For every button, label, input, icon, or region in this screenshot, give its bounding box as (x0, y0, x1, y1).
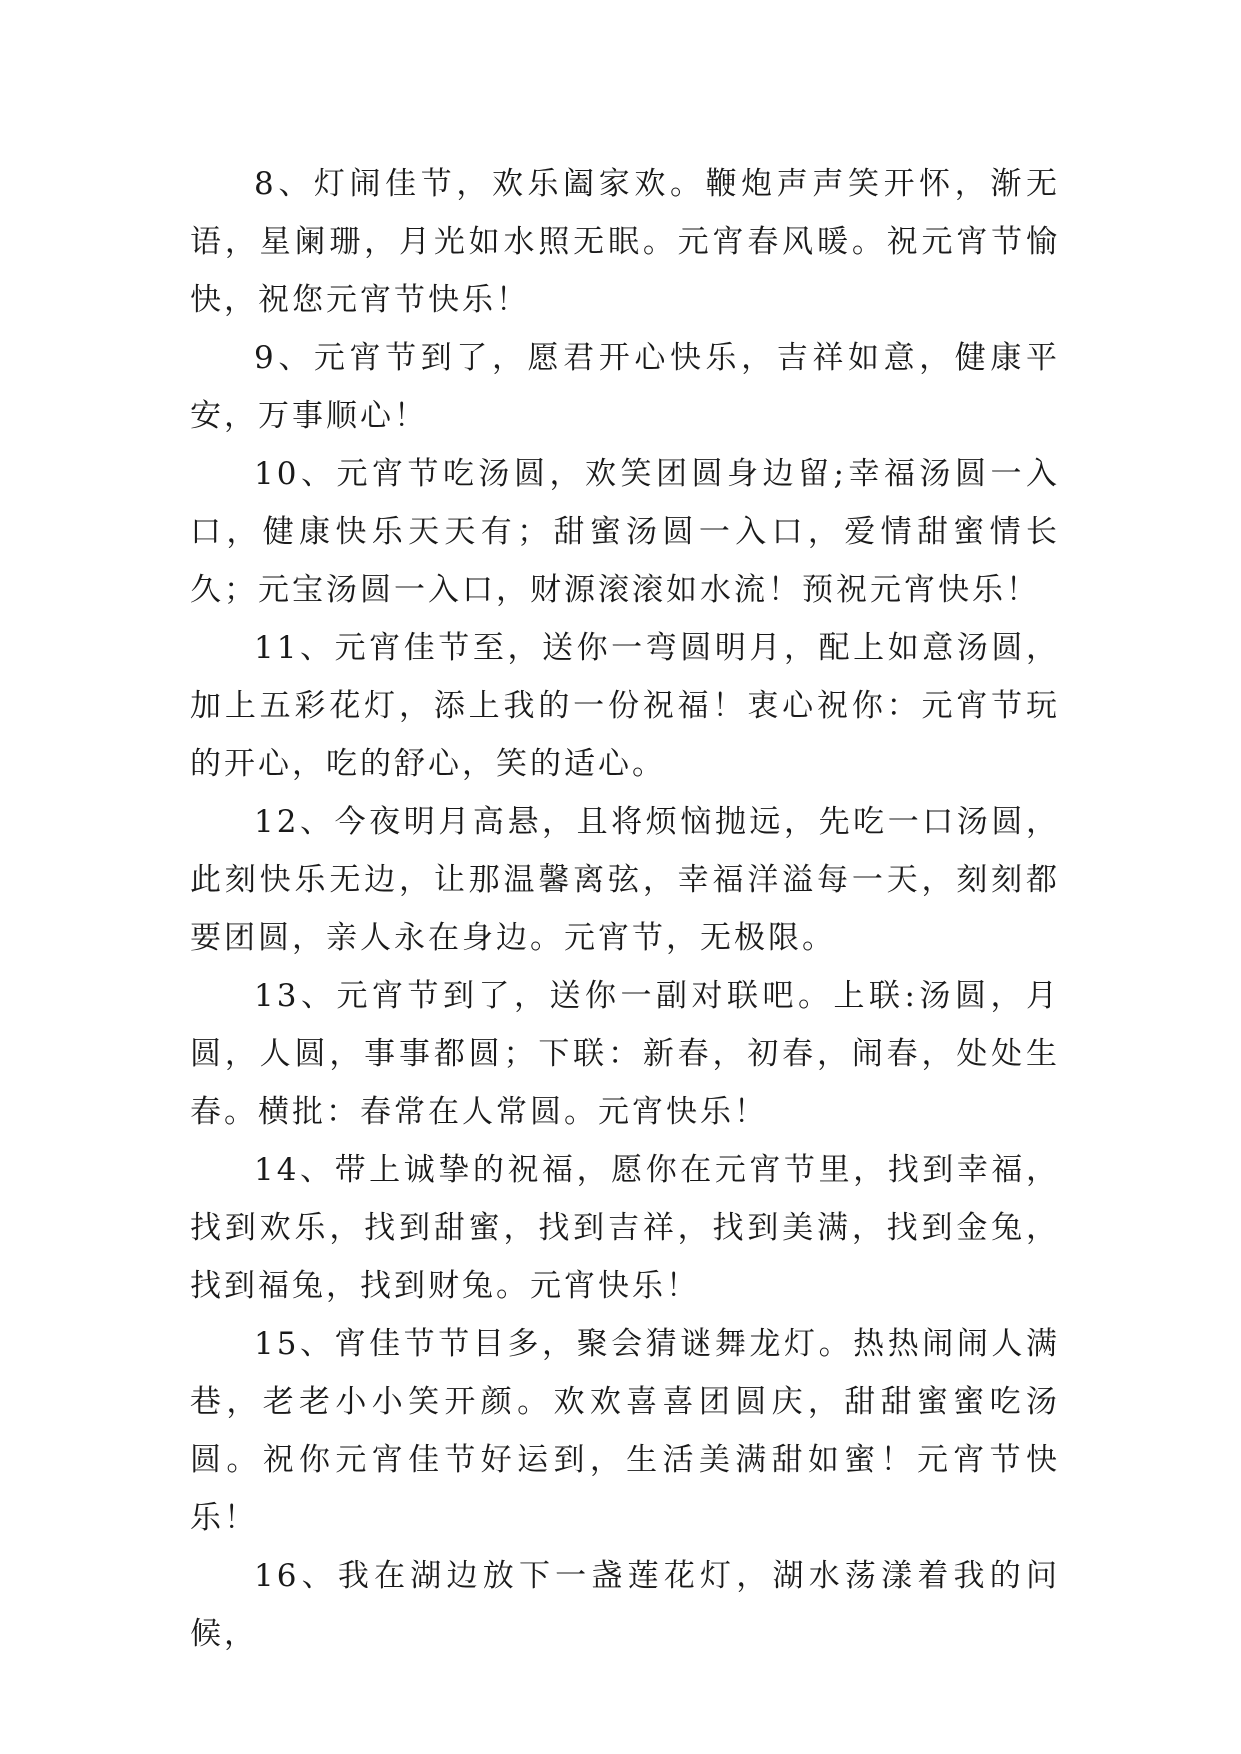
paragraph-12: 12、今夜明月高悬，且将烦恼抛远，先吃一口汤圆，此刻快乐无边，让那温馨离弦，幸福洋溢每一天，刻刻都要团圆，亲人永在身边。元宵节，无极限。 (190, 804, 1060, 956)
paragraph-8: 8、灯闹佳节，欢乐阖家欢。鞭炮声声笑开怀，渐无语，星阑珊，月光如水照无眠。元宵春风暖。祝元宵节愉快，祝您元宵节快乐！ (190, 166, 1060, 318)
paragraph-11: 11、元宵佳节至，送你一弯圆明月，配上如意汤圆，加上五彩花灯，添上我的一份祝福！衷心祝你：元宵节玩的开心，吃的舒心，笑的适心。 (190, 630, 1060, 782)
paragraph-16: 16、我在湖边放下一盏莲花灯，湖水荡漾着我的问候， (190, 1558, 1060, 1652)
paragraph-9: 9、元宵节到了，愿君开心快乐，吉祥如意，健康平安，万事顺心！ (190, 340, 1060, 434)
document-body (190, 155, 1060, 1663)
paragraph-13: 13、元宵节到了，送你一副对联吧。上联:汤圆，月圆，人圆，事事都圆；下联：新春，初春，闹春，处处生春。横批：春常在人常圆。元宵快乐！ (190, 978, 1060, 1130)
paragraph-15: 15、宵佳节节目多，聚会猜谜舞龙灯。热热闹闹人满巷，老老小小笑开颜。欢欢喜喜团圆庆，甜甜蜜蜜吃汤圆。祝你元宵佳节好运到，生活美满甜如蜜！元宵节快乐！ (190, 1326, 1060, 1536)
paragraph-14: 14、带上诚挚的祝福，愿你在元宵节里，找到幸福，找到欢乐，找到甜蜜，找到吉祥，找到美满，找到金兔，找到福兔，找到财兔。元宵快乐！ (190, 1152, 1060, 1304)
paragraph-10: 10、元宵节吃汤圆，欢笑团圆身边留;幸福汤圆一入口，健康快乐天天有；甜蜜汤圆一入口，爱情甜蜜情长久；元宝汤圆一入口，财源滚滚如水流！预祝元宵快乐！ (190, 456, 1060, 608)
